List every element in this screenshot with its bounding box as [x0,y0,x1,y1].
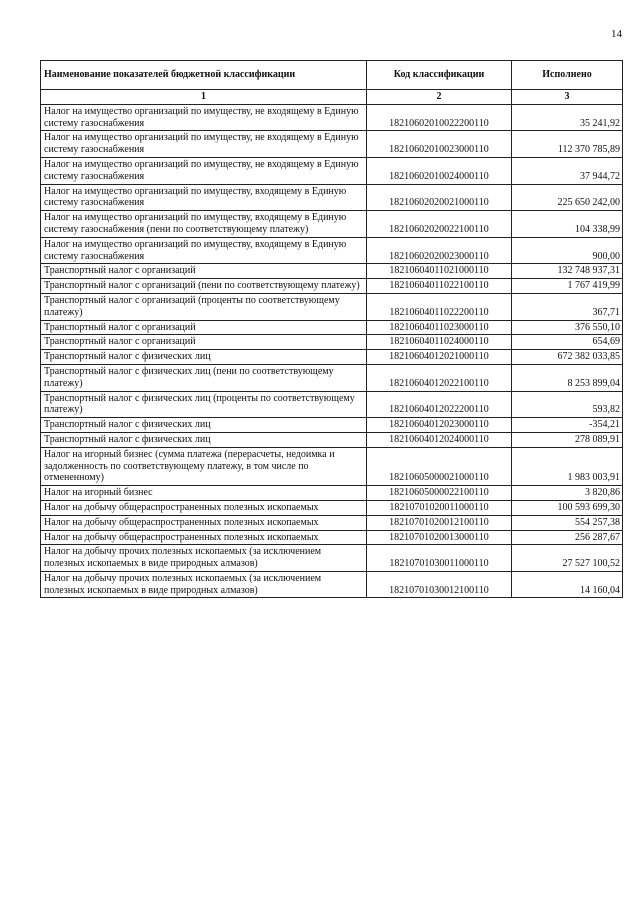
executed-amount: 37 944,72 [512,157,623,184]
table-row [41,211,623,238]
table-row [41,264,623,279]
table-row [41,515,623,530]
classification-code: 18210604012024000110 [367,432,512,447]
classification-code: 18210701030011000110 [367,545,512,572]
executed-amount: 3 820,86 [512,486,623,501]
indicator-name: Налог на имущество организаций по имуществу, входящему в Единую систему газоснабжения [41,184,367,211]
classification-code: 18210604011022200110 [367,293,512,320]
classification-code: 18210604011024000110 [367,335,512,350]
header-indicator-name: Наименование показателей бюджетной классификации [41,61,367,90]
column-number-row [41,90,623,105]
table-row [41,432,623,447]
classification-code: 18210604012022200110 [367,391,512,418]
table-row [41,447,623,485]
table-row [41,391,623,418]
budget-execution-table [40,60,623,598]
table-row [41,335,623,350]
column-number-1: 1 [41,90,367,105]
indicator-name: Налог на имущество организаций по имуществу, не входящему в Единую систему газоснабжения [41,104,367,131]
classification-code: 18210604011023000110 [367,320,512,335]
table-row [41,350,623,365]
table-row [41,293,623,320]
table-row [41,237,623,264]
executed-amount: 14 160,04 [512,571,623,598]
indicator-name: Налог на игорный бизнес [41,486,367,501]
table-row [41,320,623,335]
classification-code: 18210602010024000110 [367,157,512,184]
header-executed: Исполнено [512,61,623,90]
classification-code: 18210604012021000110 [367,350,512,365]
executed-amount: 367,71 [512,293,623,320]
column-number-2: 2 [367,90,512,105]
indicator-name: Транспортный налог с физических лиц [41,418,367,433]
executed-amount: 1 983 003,91 [512,447,623,485]
classification-code: 18210701020011000110 [367,500,512,515]
executed-amount: 554 257,38 [512,515,623,530]
indicator-name: Налог на имущество организаций по имуществу, входящему в Единую систему газоснабжения [41,237,367,264]
executed-amount: 35 241,92 [512,104,623,131]
indicator-name: Налог на игорный бизнес (сумма платежа (перерасчеты, недоимка и задолженность по соответствующему платежу, в том числе по отмененному) [41,447,367,485]
executed-amount: 1 767 419,99 [512,279,623,294]
indicator-name: Транспортный налог с организаций [41,335,367,350]
indicator-name: Транспортный налог с физических лиц (проценты по соответствующему платежу) [41,391,367,418]
executed-amount: 27 527 100,52 [512,545,623,572]
classification-code: 18210602020022100110 [367,211,512,238]
indicator-name: Налог на добычу общераспространенных полезных ископаемых [41,500,367,515]
indicator-name: Транспортный налог с организаций [41,264,367,279]
executed-amount: 225 650 242,00 [512,184,623,211]
executed-amount: 593,82 [512,391,623,418]
executed-amount: 278 089,91 [512,432,623,447]
executed-amount: 256 287,67 [512,530,623,545]
classification-code: 18210605000021000110 [367,447,512,485]
classification-code: 18210604012023000110 [367,418,512,433]
table-row [41,131,623,158]
table-row [41,545,623,572]
classification-code: 18210605000022100110 [367,486,512,501]
executed-amount: 900,00 [512,237,623,264]
classification-code: 18210604011022100110 [367,279,512,294]
executed-amount: 654,69 [512,335,623,350]
executed-amount: 672 382 033,85 [512,350,623,365]
column-number-3: 3 [512,90,623,105]
table-row [41,418,623,433]
indicator-name: Налог на имущество организаций по имуществу, не входящему в Единую систему газоснабжения [41,157,367,184]
indicator-name: Транспортный налог с организаций (пени по соответствующему платежу) [41,279,367,294]
executed-amount: 376 550,10 [512,320,623,335]
executed-amount: 132 748 937,31 [512,264,623,279]
indicator-name: Налог на добычу общераспространенных полезных ископаемых [41,530,367,545]
table-row [41,279,623,294]
executed-amount: 112 370 785,89 [512,131,623,158]
executed-amount: 104 338,99 [512,211,623,238]
classification-code: 18210602010022200110 [367,104,512,131]
header-classification-code: Код классификации [367,61,512,90]
table-row [41,157,623,184]
classification-code: 18210602020023000110 [367,237,512,264]
classification-code: 18210602010023000110 [367,131,512,158]
executed-amount: 100 593 699,30 [512,500,623,515]
indicator-name: Налог на имущество организаций по имуществу, входящему в Единую систему газоснабжения (пени по соответствующему платежу) [41,211,367,238]
page-number: 14 [611,28,622,40]
indicator-name: Налог на добычу прочих полезных ископаемых (за исключением полезных ископаемых в виде природных алмазов) [41,571,367,598]
indicator-name: Транспортный налог с физических лиц [41,432,367,447]
indicator-name: Налог на добычу прочих полезных ископаемых (за исключением полезных ископаемых в виде природных алмазов) [41,545,367,572]
table-row [41,184,623,211]
classification-code: 18210604012022100110 [367,364,512,391]
indicator-name: Транспортный налог с физических лиц (пени по соответствующему платежу) [41,364,367,391]
executed-amount: -354,21 [512,418,623,433]
indicator-name: Транспортный налог с организаций (проценты по соответствующему платежу) [41,293,367,320]
classification-code: 18210701020013000110 [367,530,512,545]
table-row [41,500,623,515]
table-row [41,364,623,391]
classification-code: 18210604011021000110 [367,264,512,279]
indicator-name: Налог на добычу общераспространенных полезных ископаемых [41,515,367,530]
classification-code: 18210701030012100110 [367,571,512,598]
table-row [41,486,623,501]
table-row [41,530,623,545]
header-row [41,61,623,90]
classification-code: 18210701020012100110 [367,515,512,530]
table-row [41,104,623,131]
indicator-name: Налог на имущество организаций по имуществу, не входящему в Единую систему газоснабжения [41,131,367,158]
indicator-name: Транспортный налог с организаций [41,320,367,335]
executed-amount: 8 253 899,04 [512,364,623,391]
table-row [41,571,623,598]
classification-code: 18210602020021000110 [367,184,512,211]
indicator-name: Транспортный налог с физических лиц [41,350,367,365]
